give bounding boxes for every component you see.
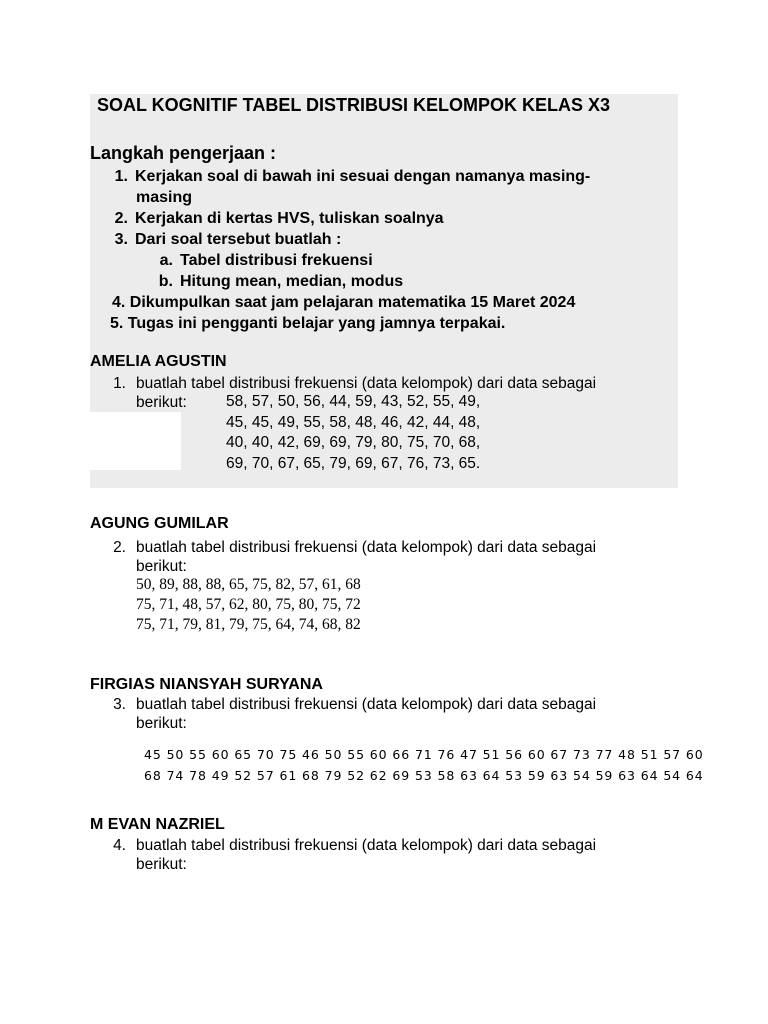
step-2 xyxy=(106,208,444,229)
step-5: 5. Tugas ini pengganti belajar yang jamnya terpakai. xyxy=(110,315,506,332)
question-number: 1. xyxy=(113,375,126,392)
data-line: 75, 71, 48, 57, 62, 80, 75, 80, 75, 72 xyxy=(136,596,361,613)
page-title: SOAL KOGNITIF TABEL DISTRIBUSI KELOMPOK KELAS X3 xyxy=(97,95,611,115)
student-name: AGUNG GUMILAR xyxy=(90,515,229,532)
step-number: 1. xyxy=(114,168,128,185)
data-block-3 xyxy=(144,744,704,786)
data-line: 45 50 55 60 65 70 75 46 50 55 60 66 71 76 47 51 56 60 67 73 77 48 51 57 60 xyxy=(144,747,704,762)
step-letter: b. xyxy=(158,273,173,290)
step-1 xyxy=(106,166,590,187)
step-1-continuation: masing xyxy=(136,189,193,206)
step-number: 3. xyxy=(114,231,128,248)
step-text: Dari soal tersebut buatlah : xyxy=(135,231,342,248)
data-line: 69, 70, 67, 65, 79, 69, 67, 76, 73, 65. xyxy=(226,454,481,472)
step-3 xyxy=(106,229,341,250)
student-name: FIRGIAS NIANSYAH SURYANA xyxy=(90,676,323,693)
question-text: buatlah tabel distribusi frekuensi (data kelompok) dari data sebagai xyxy=(136,539,597,556)
question-text: buatlah tabel distribusi frekuensi (data kelompok) dari data sebagai xyxy=(136,696,597,713)
steps-heading: Langkah pengerjaan : xyxy=(90,143,277,163)
shaded-block-bottom xyxy=(90,470,181,488)
student-name: AMELIA AGUSTIN xyxy=(90,353,227,370)
question-number: 2. xyxy=(113,539,126,556)
data-line: 68 74 78 49 52 57 61 68 79 52 62 69 53 58 63 64 53 59 63 54 59 63 64 54 64 xyxy=(144,768,704,783)
step-text: Hitung mean, median, modus xyxy=(180,273,404,290)
data-line: 45, 45, 49, 55, 58, 48, 46, 42, 44, 48, xyxy=(226,413,481,431)
data-line: 40, 40, 42, 69, 69, 79, 80, 75, 70, 68, xyxy=(226,434,481,451)
data-block-2 xyxy=(136,575,361,635)
step-number: 2. xyxy=(114,210,128,227)
question-text: buatlah tabel distribusi frekuensi (data kelompok) dari data sebagai xyxy=(136,837,597,854)
question-continuation: berikut: xyxy=(136,715,187,732)
step-3a xyxy=(151,250,373,271)
question-continuation: berikut: xyxy=(136,856,187,873)
data-line: 75, 71, 79, 81, 79, 75, 64, 74, 68, 82 xyxy=(136,616,361,633)
question-continuation: berikut: xyxy=(136,558,187,575)
step-4: 4. Dikumpulkan saat jam pelajaran matematika 15 Maret 2024 xyxy=(112,294,576,311)
data-line: 58, 57, 50, 56, 44, 59, 43, 52, 55, 49, xyxy=(226,393,481,410)
data-line: 50, 89, 88, 88, 65, 75, 82, 57, 61, 68 xyxy=(136,576,361,593)
step-3b xyxy=(151,271,403,292)
question-number: 3. xyxy=(113,696,126,713)
question-text: buatlah tabel distribusi frekuensi (data kelompok) dari data sebagai xyxy=(136,375,597,392)
step-text: Tabel distribusi frekuensi xyxy=(180,252,373,269)
question-number: 4. xyxy=(113,837,126,854)
step-letter: a. xyxy=(159,252,173,269)
step-text: Kerjakan soal di bawah ini sesuai dengan namanya masing- xyxy=(135,168,591,185)
data-block-1 xyxy=(226,392,480,474)
question-continuation: berikut: xyxy=(136,394,187,411)
step-text: Kerjakan di kertas HVS, tuliskan soalnya xyxy=(135,210,444,227)
student-name: M EVAN NAZRIEL xyxy=(90,816,225,833)
